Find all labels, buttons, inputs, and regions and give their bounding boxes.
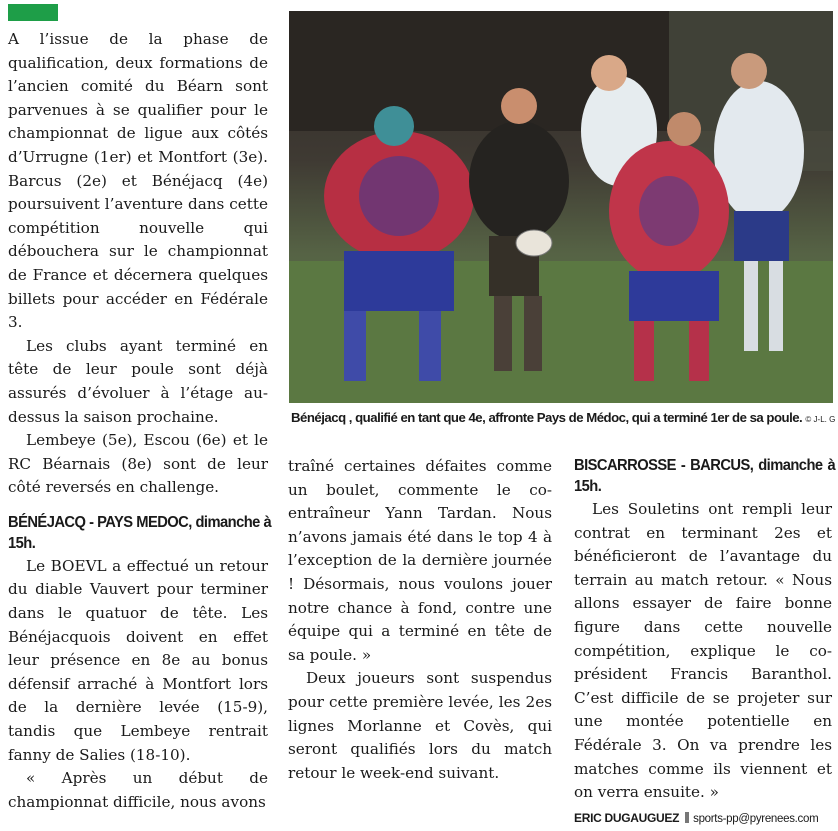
section-heading-barcus: BISCARROSSE - BARCUS, dimanche à 15h. bbox=[574, 457, 836, 495]
section-color-bar bbox=[8, 4, 58, 21]
article-column-2 bbox=[288, 455, 552, 785]
rugby-players-illustration bbox=[289, 11, 833, 403]
body-paragraph: traîné certaines défaites comme un boulet, commente le co-entraîneur Yann Tardan. Nous n’avons jamais été dans le top 4 à l’exception de la dernière journée ! Désormais, nous voulons jouer notre chance à fond, contre une équipe qui a terminé en tête de sa poule. » bbox=[288, 457, 552, 664]
intro-paragraph: A l’issue de la phase de qualification, deux formations de l’ancien comité du Béarn sont parvenues à se qualifier pour le championnat de ligue aux côtés d’Urrugne (1er) et Montfort (3e). Barcus (2e) et Bénéjacq (4e) poursuivent l’aventure dans cette compétition nouvelle qui débouchera sur le championnat de France et décernera quelques billets pour accéder en Fédérale 3. bbox=[8, 30, 268, 332]
article-column-3 bbox=[574, 455, 836, 831]
intro-paragraph: Les clubs ayant terminé en tête de leur poule sont déjà assurés d’évoluer à l’étage au-dessus la saison prochaine. bbox=[8, 336, 268, 426]
photo-credit: © J-L. G bbox=[805, 415, 836, 424]
body-paragraph: Le BOEVL a effectué un retour du diable Vauvert pour terminer dans le quatuor de tête. Les Bénéjacquois doivent en effet leur présence en 8e au bonus défensif arraché à Montfort lors de la dernière levée (15-9), tandis que Lembeye rentrait fanny de Salies (18-10). bbox=[8, 556, 268, 764]
intro-paragraph: Lembeye (5e), Escou (6e) et le RC Béarnais (8e) sont de leur côté reversés en challenge. bbox=[8, 431, 268, 497]
rugby-match-photo bbox=[289, 11, 833, 403]
body-paragraph: Les Souletins ont rempli leur contrat en terminant 2es et bénéficieront de l’avantage du terrain au match retour. « Nous allons essayer de faire bonne figure dans cette nouvelle compétition, explique le co-président Francis Baranthol. C’est difficile de se projeter sur une montée potentielle en Fédérale 3. On va prendre les matches comme ils viennent et on verra ensuite. » bbox=[574, 500, 832, 802]
author-name: ERIC DUGAUGUEZ bbox=[574, 810, 680, 825]
section-heading-benejacq: BÉNÉJACQ - PAYS MEDOC, dimanche à 15h. bbox=[8, 513, 272, 552]
caption-text: Bénéjacq , qualifié en tant que 4e, affronte Pays de Médoc, qui a terminé 1er de sa poule. bbox=[291, 410, 803, 425]
body-paragraph: Deux joueurs sont suspendus pour cette première levée, les 2es lignes Morlanne et Covès, qui seront qualifiés lors du match retour le week-end suivant. bbox=[288, 669, 552, 782]
byline-separator bbox=[685, 812, 689, 823]
byline bbox=[574, 807, 832, 831]
author-email: sports-pp@pyrenees.com bbox=[693, 812, 819, 825]
article-column-1 bbox=[8, 28, 272, 814]
photo-caption bbox=[291, 410, 836, 425]
body-paragraph: « Après un début de championnat difficile, nous avons bbox=[8, 769, 268, 811]
